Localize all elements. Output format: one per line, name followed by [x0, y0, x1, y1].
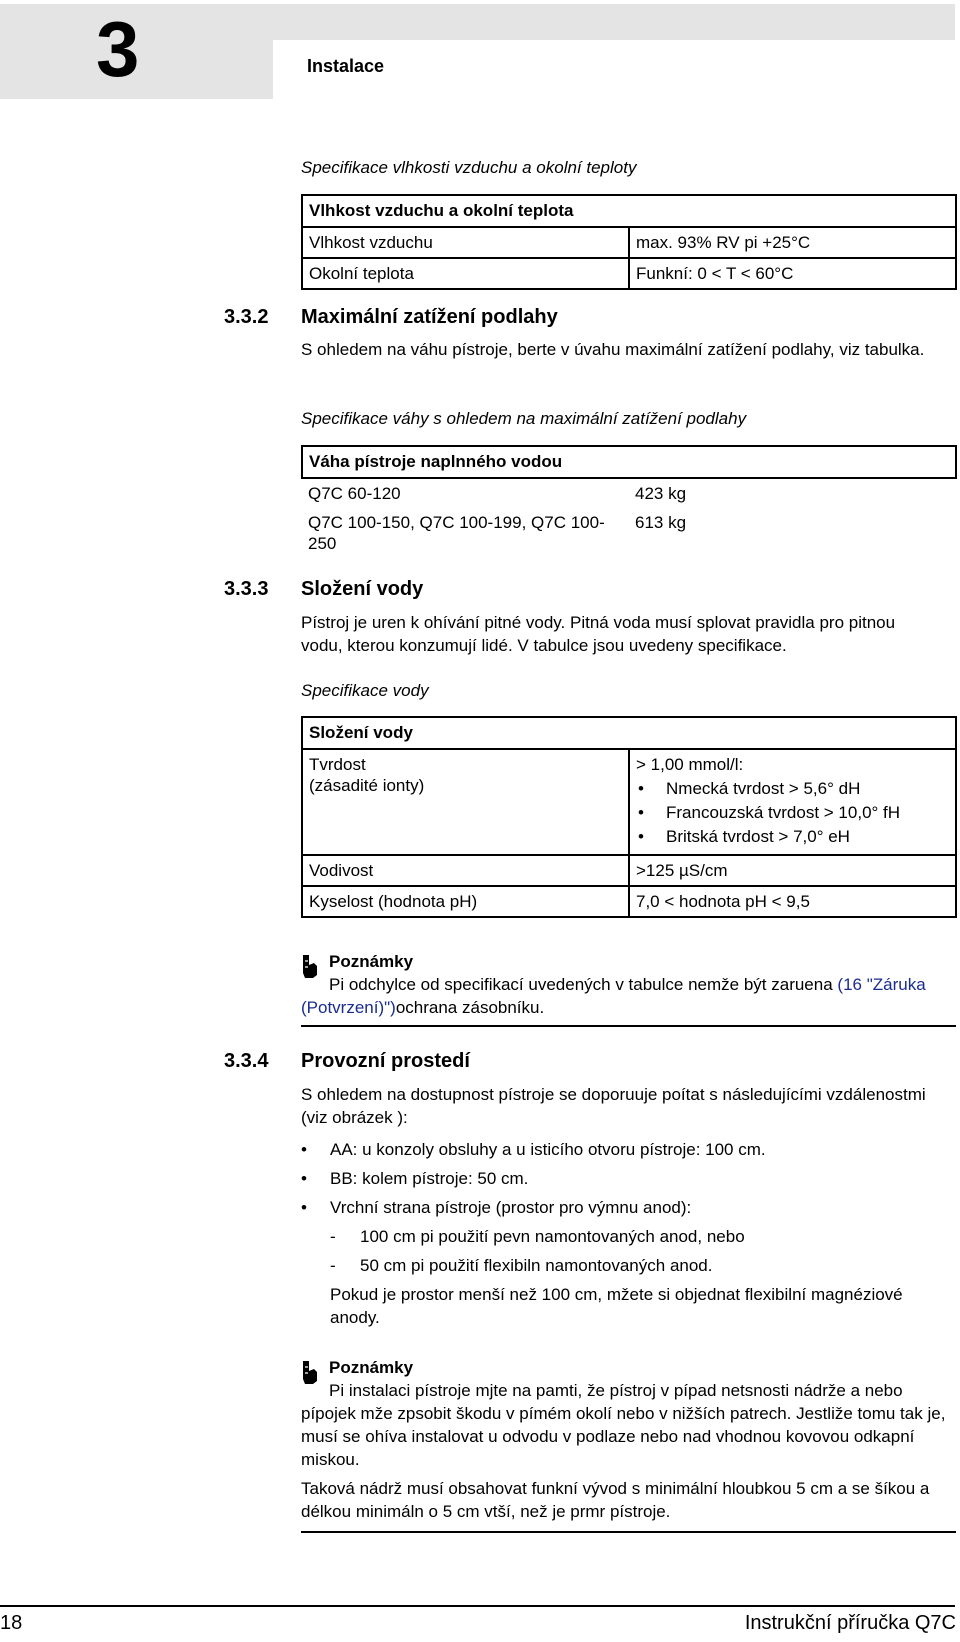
table-cell-label: Okolní teplota: [302, 258, 629, 289]
humidity-table-caption: Specifikace vlhkosti vzduchu a okolní teploty: [301, 158, 637, 177]
clearance-list: [301, 1138, 956, 1329]
table-row: [302, 855, 956, 886]
table-header: Vlhkost vzduchu a okolní teplota: [302, 195, 956, 227]
table-cell-value: 7,0 < hodnota pH < 9,5: [629, 886, 956, 917]
section-title: Maximální zatížení podlahy: [301, 306, 558, 328]
list-item: • Britská tvrdost > 7,0° eH: [636, 826, 949, 847]
table-cell-label: Q7C 60-120: [308, 484, 401, 503]
chapter-title: Instalace: [307, 56, 385, 76]
note-hand-icon: [301, 1359, 319, 1385]
table-cell-label: Tvrdost: [309, 755, 366, 774]
list-item: - 50 cm pi použití flexibiln namontovaných anod.: [330, 1256, 713, 1275]
list-item: - 100 cm pi použití pevn namontovaných anod, nebo: [330, 1227, 745, 1246]
note-text: ochrana zásobníku.: [395, 998, 545, 1017]
note-text: Pi instalaci pístroje mjte na pamti, že pístroj v pípad netsnosti nádrže a nebo pípojek mže zpsobit škodu v pímém okolí nebo v nižších patrech. Jestliže tomu tak je, musí se ohíva instalovat u odvodu v podlaze nebo nad vhodnou kovovou odkapní miskou.: [301, 1381, 946, 1469]
table-cell-value: 613 kg: [635, 513, 687, 532]
note-title: Poznámky: [329, 1358, 414, 1377]
table-row: [302, 258, 956, 289]
weight-table: [301, 445, 957, 558]
table-cell-label: Vodivost: [302, 855, 629, 886]
note-text: Pi odchylce od specifikací uvedených v tabulce nemže být zaruena: [329, 975, 838, 994]
note-box: [301, 1357, 956, 1533]
page-number: 18: [0, 1612, 23, 1634]
water-table-caption: Specifikace vody: [301, 681, 429, 700]
paragraph: S ohledem na dostupnost pístroje se doporuuje poítat s následujícími vzdálenostmi (viz obrázek ):: [301, 1085, 926, 1127]
table-cell-label: Q7C 100-150, Q7C 100-199, Q7C 100-250: [308, 513, 605, 553]
weight-table-caption: Specifikace váhy s ohledem na maximální zatížení podlahy: [301, 409, 747, 428]
table-header: Váha pístroje naplnného vodou: [302, 446, 956, 478]
manual-title: Instrukční příručka Q7C: [744, 1612, 956, 1634]
section-title: Složení vody: [301, 578, 424, 600]
table-row: [302, 508, 956, 558]
table-cell-value: >125 µS/cm: [629, 855, 956, 886]
section-number: 3.3.4: [224, 1050, 269, 1072]
list-item: • BB: kolem pístroje: 50 cm.: [301, 1169, 529, 1188]
table-row: [302, 886, 956, 917]
list-item: • Nmecká tvrdost > 5,6° dH: [636, 778, 949, 799]
table-row: [302, 749, 956, 855]
section-number: 3.3.3: [224, 578, 269, 600]
list-item: • Francouzská tvrdost > 10,0° fH: [636, 802, 949, 823]
table-cell-value: Funkní: 0 < T < 60°C: [629, 258, 956, 289]
table-cell-value: 423 kg: [635, 484, 687, 503]
paragraph: S ohledem na váhu pístroje, berte v úvahu maximální zatížení podlahy, viz tabulka.: [301, 340, 925, 359]
table-row: [302, 478, 956, 508]
list-item: • Vrchní strana pístroje (prostor pro výmnu anod):: [301, 1198, 692, 1217]
list-item: • AA: u konzoly obsluhy a u isticího otvoru pístroje: 100 cm.: [301, 1140, 766, 1159]
paragraph: Pístroj je uren k ohívání pitné vody. Pitná voda musí splovat pravidla pro pitnou vodu, kterou konzumují lidé. V tabulce jsou uvedeny specifikace.: [301, 613, 896, 655]
table-header: Složení vody: [302, 717, 956, 749]
table-cell-value: > 1,00 mmol/l:: [636, 755, 744, 774]
table-row: [302, 227, 956, 258]
table-cell-label: Vlhkost vzduchu: [302, 227, 629, 258]
note-title: Poznámky: [329, 952, 414, 971]
section-number: 3.3.2: [224, 306, 269, 328]
section-title: Provozní prostedí: [301, 1050, 470, 1072]
table-cell-label: Kyselost (hodnota pH): [302, 886, 629, 917]
table-cell-value: max. 93% RV pi +25°C: [629, 227, 956, 258]
humidity-table: [301, 194, 957, 290]
chapter-number: 3: [96, 5, 140, 93]
footer-rule: [0, 1605, 955, 1607]
note-box: [301, 951, 956, 1027]
note-text: Taková nádrž musí obsahovat funkní vývod s minimální hloubkou 5 cm a se šíkou a délkou minimáln o 5 cm vtší, než je prmr pístroje.: [301, 1479, 930, 1521]
warranty-link[interactable]: (16 "Záruka (Potvrzení)"): [301, 975, 926, 1017]
table-cell-label: (zásadité ionty): [309, 776, 425, 795]
note-hand-icon: [301, 953, 319, 979]
paragraph: Pokud je prostor menší než 100 cm, mžete si objednat flexibilní magnéziové anody.: [330, 1285, 903, 1327]
water-table: [301, 716, 957, 918]
